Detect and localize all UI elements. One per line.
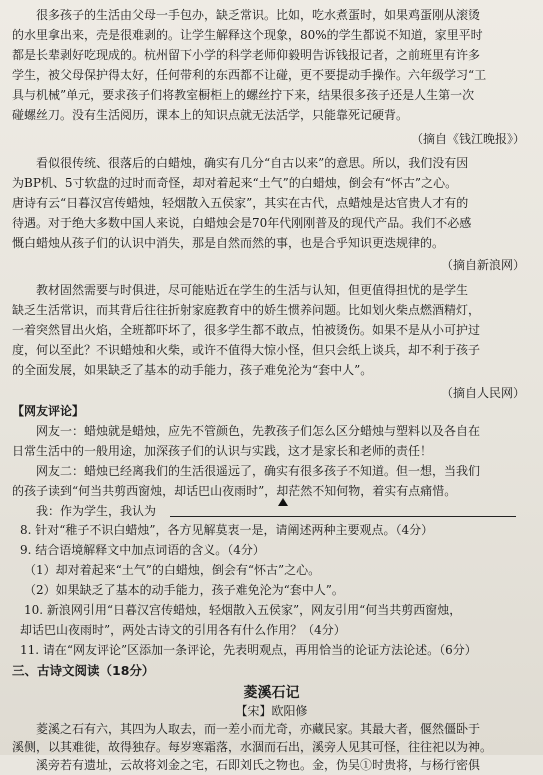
- comments-header: 【网友评论】: [12, 404, 85, 418]
- classical-text-line: 溪侧，以其难徙，故得独存。每岁寒霜落，水涸而石出，溪旁人见其可怪，往往祀以为神。: [12, 740, 493, 754]
- passage3-line: 缺乏生活常识，而其背后往往折射家庭教育中的娇生惯养问题。比如划火柴点燃酒精灯，: [12, 303, 481, 317]
- answer-blank-line[interactable]: [170, 516, 516, 517]
- passage1-line: 都是长辈剥好吃现成的。杭州留下小学的科学老师仰毅明告诉钱报记者，之前班里有许多: [12, 48, 481, 62]
- passage2-line: 为BP机、5寸软盘的过时而奇怪，却对着起来“土气”的白蜡烛，倒会有“怀古”之心。: [12, 176, 458, 190]
- classical-text-title: 菱溪石记: [243, 685, 300, 701]
- passage2-line: 待遇。对于绝大多数中国人来说，白蜡烛会是70年代刚刚普及的现代产品。我们不必感: [12, 216, 472, 230]
- question-9: 9. 结合语境解释文中加点词语的含义。（4分）: [20, 543, 265, 557]
- comment-me-prompt: 我：作为学生，我认为: [36, 504, 157, 518]
- comment-friend1-line: 日常生活中的一般用途，加深孩子们的认识与实践，这才是家长和老师的责任！: [12, 444, 433, 458]
- passage2-line: 唐诗有云“日暮汉宫传蜡烛，轻烟散入五侯家”，其实在古代，点蜡烛是达官贵人才有的: [12, 196, 469, 210]
- passage2-line: 看似很传统、很落后的白蜡烛，确实有几分“自古以来”的意思。所以，我们没有因: [36, 156, 469, 170]
- passage3-line: 教材固然需要与时俱进，尽可能贴近在学生的生活与认知，但更值得担忧的是学生: [36, 283, 469, 297]
- passage1-line: 的水里拿出来，壳是很难剥的。让学生解释这个现象，80%的学生都说不知道，家里平时: [12, 28, 483, 42]
- classical-text-line: 菱溪之石有六，其四为人取去，而一差小而尤奇，亦藏民家。其最大者，偃然僵卧于: [36, 722, 481, 736]
- passage1-line: 具与机械”单元，要求孩子们将教室橱柜上的螺丝拧下来，结果很多孩子还是人生第一次: [12, 88, 475, 102]
- question-9-part1: （1）却对着起来“土气”的白蜡烛，倒会有“怀古”之心。: [24, 563, 321, 577]
- passage2-source: （摘自新浪网）: [440, 258, 525, 272]
- passage1-line: 碰螺丝刀。没有生活阅历，课本上的知识点就无法活学，只能靠死记硬背。: [12, 108, 409, 122]
- comment-friend2-line: 网友二：蜡烛已经离我们的生活很遥远了，确实有很多孩子不知道。但一想，当我们: [36, 464, 481, 478]
- passage1-line: 很多孩子的生活由父母一手包办，缺乏常识。比如，吃水煮蛋时，如果鸡蛋刚从滚烫: [36, 8, 481, 22]
- question-9-part2: （2）如果缺乏了基本的动手能力，孩子难免沦为“套中人”。: [24, 583, 344, 597]
- question-8: 8. 针对“稚子不识白蜡烛”，各方见解莫衷一是，请阐述两种主要观点。（4分）: [20, 523, 434, 537]
- classical-text-author: 【宋】欧阳修: [235, 704, 308, 718]
- question-10: 10. 新浪网引用“日暮汉宫传蜡烛，轻烟散入五侯家”，网友引用“何当共剪西窗烛，: [24, 603, 462, 617]
- section-heading: 三、古诗文阅读（18分）: [12, 663, 155, 678]
- comment-friend1-line: 网友一：蜡烛就是蜡烛，应先不管颜色，先教孩子们怎么区分蜡烛与塑料以及各自在: [36, 424, 481, 438]
- question-11: 11. 请在“网友评论”区添加一条评论，先表明观点，再用恰当的论证方法论述。（6分）: [20, 643, 477, 657]
- answer-marker-icon: [278, 498, 288, 506]
- passage3-line: 度，何以至此？不识蜡烛和火柴，或许不值得大惊小怪，但只会纸上谈兵，却不利于孩子: [12, 343, 481, 357]
- passage3-source: （摘自人民网）: [440, 386, 525, 400]
- passage2-line: 慨白蜡烛从孩子们的认识中消失，那是自然而然的事，也是合乎知识更迭规律的。: [12, 236, 445, 250]
- passage1-source: （摘自《钱江晚报》）: [410, 132, 525, 146]
- passage1-line: 学生，被父母保护得太好，任何带利的东西都不让碰，更不要提动手操作。六年级学习“工: [12, 68, 487, 82]
- passage3-line: 一着突然冒出火焰，全班都吓坏了，很多学生都不敢点，怕被烫伤。如果不是从小可护过: [12, 323, 481, 337]
- question-10-cont: 却话巴山夜雨时”，两处古诗文的引用各有什么作用？（4分）: [20, 623, 346, 637]
- passage3-line: 的全面发展，如果缺乏了基本的动手能力，孩子难免沦为“套中人”。: [12, 363, 373, 377]
- classical-text-line: 溪旁若有遗址，云故将刘金之宅，石即刘氏之物也。金，伪吴①时贵将，与杨行密俱: [36, 758, 481, 772]
- comment-friend2-line: 的孩子读到“何当共剪西窗烛，却话巴山夜雨时”，却茫然不知何物，着实有点痛惜。: [12, 484, 457, 498]
